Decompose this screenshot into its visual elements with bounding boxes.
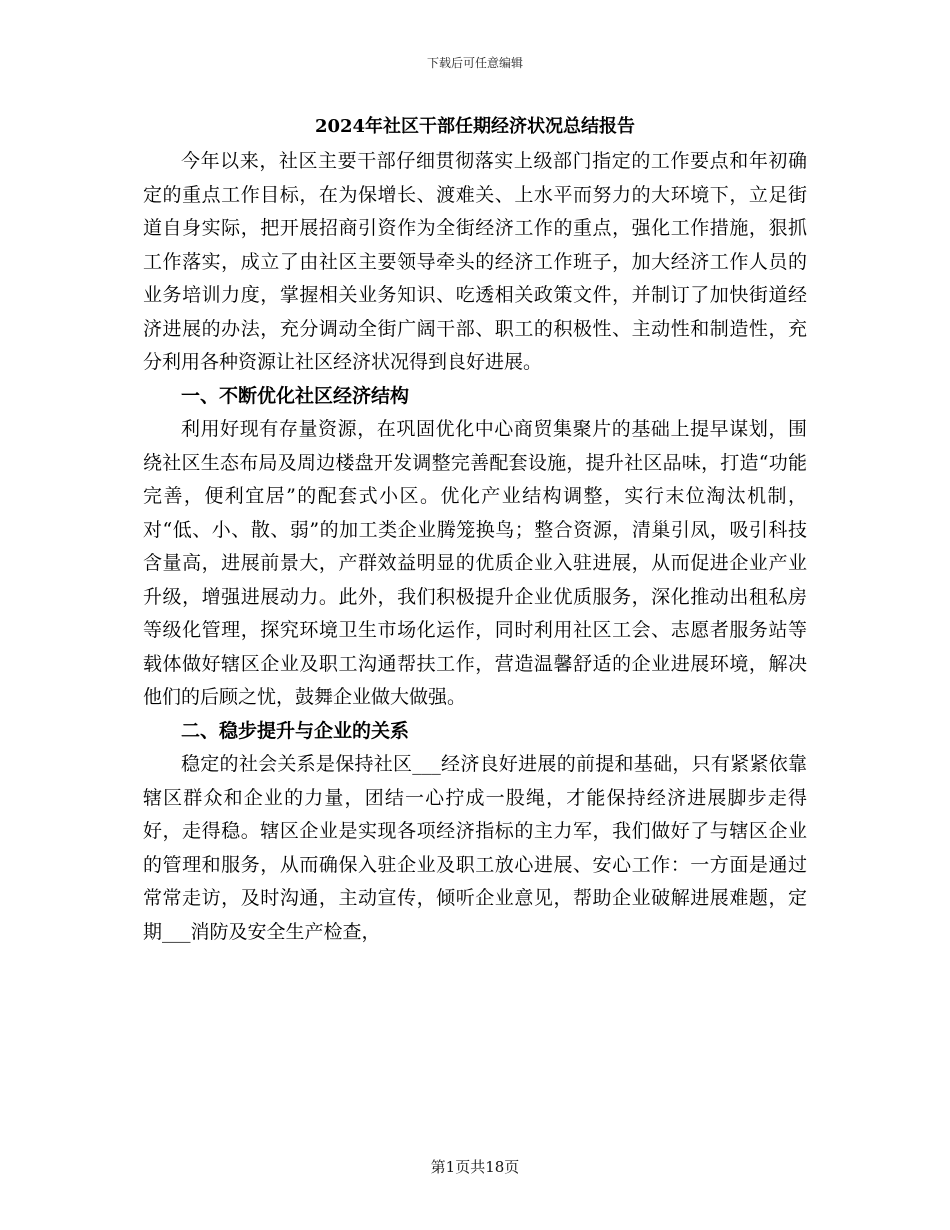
document-body [143,112,807,949]
page-number: 第1页共18页 [430,1158,520,1176]
section-heading-1: 一、不断优化社区经济结构 [181,384,410,407]
document-title: 2024年社区干部任期经济状况总结报告 [314,116,636,137]
section-heading-2: 二、稳步提升与企业的关系 [181,719,410,742]
page-header: 下载后可任意编辑 [426,56,523,70]
section-1-paragraph: 利用好现有存量资源，在巩固优化中心商贸集聚片的基础上提早谋划，围绕社区生态布局及周边楼盘开发调整完善配套设施，提升社区品味，打造“功能完善，便利宜居”的配套式小区。优化产业结构调整，实行末位淘汰机制，对“低、小、散、弱”的加工类企业腾笼换鸟；整合资源，清巢引凤，吸引科技含量高，进展前景大，产群效益明显的优质企业入驻进展，从而促进企业产业升级，增强进展动力。此外，我们积极提升企业优质服务，深化推动出租私房等级化管理，探究环境卫生市场化运作，同时利用社区工会、志愿者服务站等载体做好辖区企业及职工沟通帮扶工作，营造温馨舒适的企业进展环境，解决他们的后顾之忧，鼓舞企业做大做强。 [143,418,807,708]
section-2-paragraph: 稳定的社会关系是保持社区___经济良好进展的前提和基础，只有紧紧依靠辖区群众和企业的力量，团结一心拧成一股绳，才能保持经济进展脚步走得好，走得稳。辖区企业是实现各项经济指标的主力军，我们做好了与辖区企业的管理和服务，从而确保入驻企业及职工放心进展、安心工作：一方面是通过常常走访，及时沟通，主动宣传，倾听企业意见，帮助企业破解进展难题，定期___消防及安全生产检查， [143,753,807,943]
intro-paragraph: 今年以来，社区主要干部仔细贯彻落实上级部门指定的工作要点和年初确定的重点工作目标，在为保增长、渡难关、上水平而努力的大环境下，立足街道自身实际，把开展招商引资作为全街经济工作的重点，强化工作措施，狠抓工作落实，成立了由社区主要领导牵头的经济工作班子，加大经济工作人员的业务培训力度，掌握相关业务知识、吃透相关政策文件，并制订了加快街道经济进展的办法，充分调动全街广阔干部、职工的积极性、主动性和制造性，充分利用各种资源让社区经济状况得到良好进展。 [143,150,807,373]
